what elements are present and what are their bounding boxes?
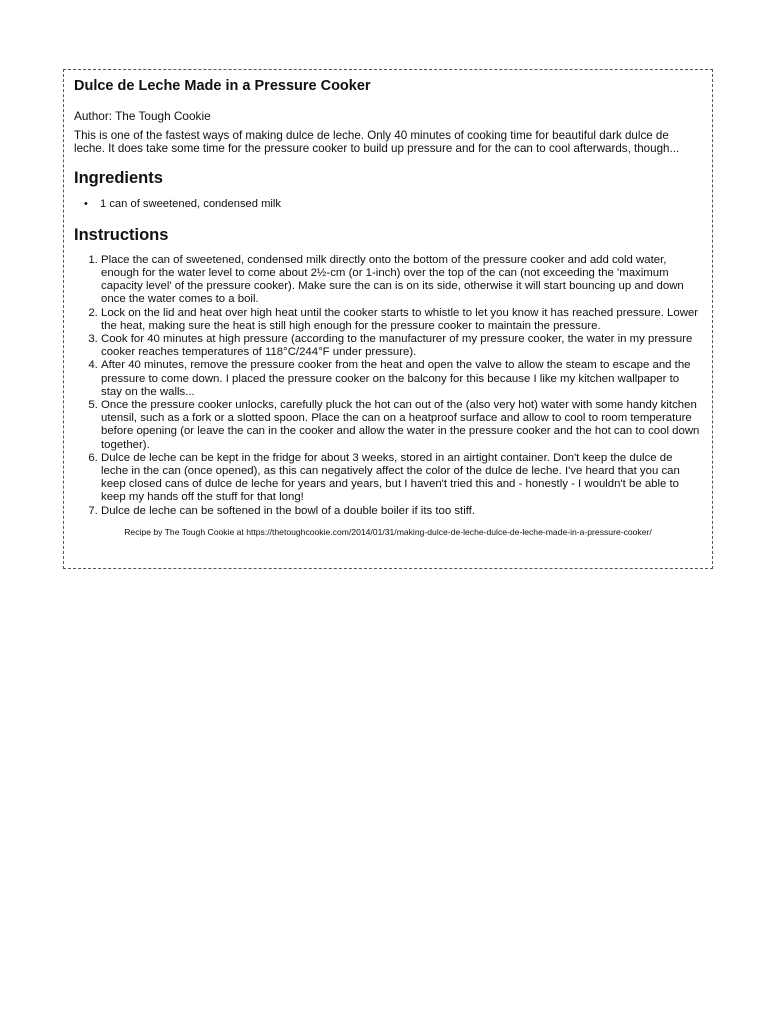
instruction-step-7: 7. Dulce de leche can be softened in the bowl of a double boiler if its too stiff. <box>101 505 702 518</box>
instructions-heading: Instructions <box>74 225 169 244</box>
ingredients-list <box>74 197 702 211</box>
bullet-icon: • <box>84 197 88 210</box>
instruction-step-5: 5. Once the pressure cooker unlocks, carefully pluck the hot can out of the (also very hot) water with some handy kitchen utensil, such as a fork or a slotted spoon. Place the can on a heatproof surface and allow to cool to room temperature before opening (or leave the can in the cooker and allow the water in the pressure cooker and the hot can to cool down together). <box>101 399 702 452</box>
instruction-step-1: 1. Place the can of sweetened, condensed milk directly onto the bottom of the pressure cooker and add cold water, enough for the water level to come about 2½-cm (or 1-inch) over the top of the can (not exceeding the 'maximum capacity level' of the pressure cooker). Make sure the can is on its side, otherwise it will start bouncing up and down once the water comes to a boil. <box>101 254 702 307</box>
ingredients-heading: Ingredients <box>74 168 163 187</box>
recipe-card <box>63 69 713 569</box>
instruction-step-3: 3. Cook for 40 minutes at high pressure (according to the manufacturer of my pressure cooker, the water in my pressure cooker reaches temperatures of 118°C/244°F under pressure). <box>101 333 702 359</box>
instructions-list <box>74 254 702 518</box>
instruction-step-6: 6. Dulce de leche can be kept in the fridge for about 3 weeks, stored in an airtight container. Don't keep the dulce de leche in the can (once opened), as this can negatively affect the color of the dulce de leche. I've heard that you can keep closed cans of dulce de leche for years and years, but I haven't tried this and - honestly - I wouldn't be able to keep my hands off the stuff for that long! <box>101 452 702 505</box>
ingredient-text: 1 can of sweetened, condensed milk <box>100 197 281 210</box>
recipe-title: Dulce de Leche Made in a Pressure Cooker <box>74 78 371 94</box>
recipe-source-footer: Recipe by The Tough Cookie at https://thetoughcookie.com/2014/01/31/making-dulce-de-leche-dulce-de-leche-made-in-a-pressure-cooker/ <box>124 526 652 537</box>
instruction-step-2: 2. Lock on the lid and heat over high heat until the cooker starts to whistle to let you know it has reached pressure. Lower the heat, making sure the heat is still high enough for the pressure cooker to maintain the pressure. <box>101 307 702 333</box>
recipe-summary: This is one of the fastest ways of making dulce de leche. Only 40 minutes of cooking time for beautiful dark dulce de leche. It does take some time for the pressure cooker to build up pressure and for the can to cool afterwards, though... <box>74 129 680 156</box>
instruction-step-4: 4. After 40 minutes, remove the pressure cooker from the heat and open the valve to allow the steam to escape and the pressure to come down. I placed the pressure cooker on the balcony for this because I like my kitchen wallpaper to stay on the walls... <box>101 359 702 399</box>
ingredient-item <box>84 197 702 211</box>
recipe-author: Author: The Tough Cookie <box>74 109 211 123</box>
